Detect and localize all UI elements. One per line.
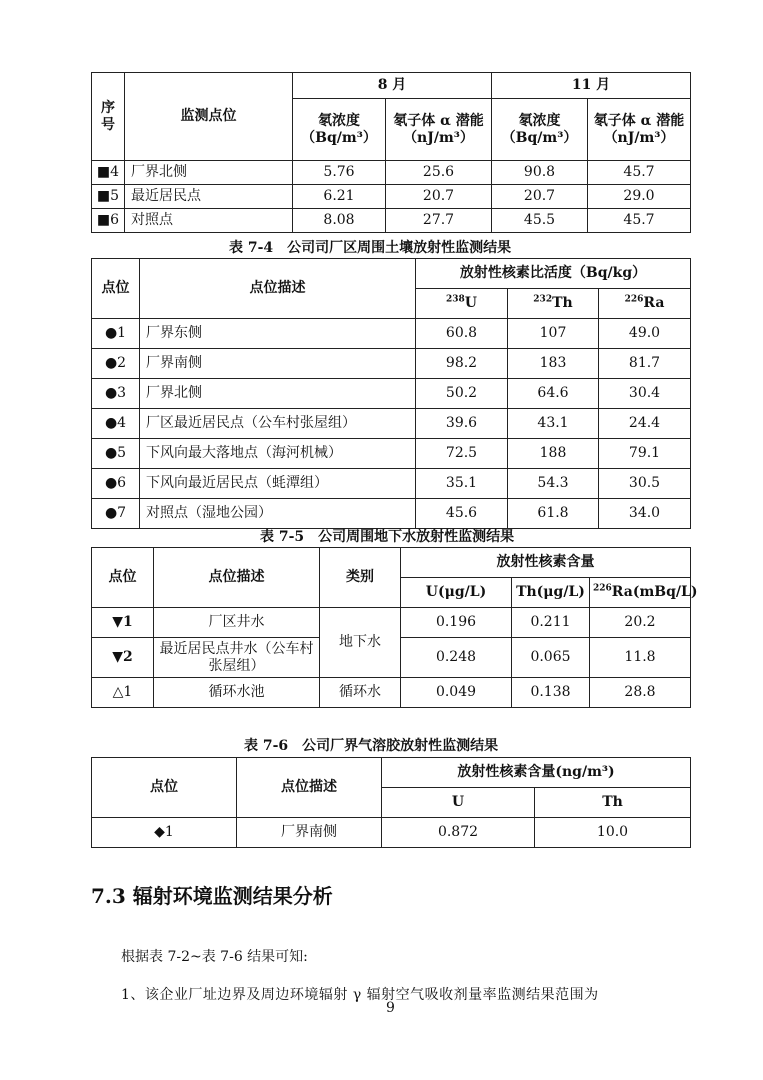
cell: 20.7 — [386, 185, 492, 209]
radon-table — [91, 72, 691, 233]
cell: 98.2 — [416, 349, 508, 379]
cell: 183 — [508, 349, 599, 379]
point-id: ■6 — [92, 209, 125, 233]
point-name: 厂界北侧 — [125, 161, 293, 185]
cell: 27.7 — [386, 209, 492, 233]
table-row — [92, 439, 691, 469]
header-alpha-nov: 氡子体 α 潜能（nJ/m³） — [588, 99, 691, 161]
point-id: ■5 — [92, 185, 125, 209]
cell: 11.8 — [590, 638, 691, 678]
cell: 43.1 — [508, 409, 599, 439]
cell: 29.0 — [588, 185, 691, 209]
header-th: Th(μg/L) — [512, 578, 590, 608]
table-row — [92, 678, 691, 708]
header-radon-conc-aug: 氡浓度（Bq/m³） — [293, 99, 386, 161]
table-row — [92, 818, 691, 848]
cell: 30.5 — [599, 469, 691, 499]
table-7-4-caption: 表 7-4 公司司厂区周围土壤放射性监测结果 — [229, 240, 512, 256]
point-desc: 厂界南侧 — [140, 349, 416, 379]
point-name: 对照点 — [125, 209, 293, 233]
cell: 0.138 — [512, 678, 590, 708]
point-desc: 厂界东侧 — [140, 319, 416, 349]
cell: 45.7 — [588, 209, 691, 233]
point-id: ◆1 — [92, 818, 237, 848]
cell: 188 — [508, 439, 599, 469]
cell: 20.7 — [492, 185, 588, 209]
cell: 5.76 — [293, 161, 386, 185]
table-row — [92, 608, 691, 638]
header-th232: $^{232}$Th — [508, 289, 599, 319]
point-desc: 下风向最近居民点（蚝潭组） — [140, 469, 416, 499]
point-id: ●6 — [92, 469, 140, 499]
table-row — [92, 469, 691, 499]
cell: 0.211 — [512, 608, 590, 638]
paragraph-intro: 根据表 7-2~表 7-6 结果可知: — [121, 949, 308, 965]
point-id: ●7 — [92, 499, 140, 529]
cell: 64.6 — [508, 379, 599, 409]
table-row — [92, 379, 691, 409]
point-id: ●4 — [92, 409, 140, 439]
cell: 0.872 — [382, 818, 535, 848]
cell: 45.6 — [416, 499, 508, 529]
table-7-6-caption: 表 7-6 公司厂界气溶胶放射性监测结果 — [244, 738, 499, 754]
header-point: 点位 — [92, 548, 154, 608]
table-row — [92, 185, 691, 209]
cell: 45.5 — [492, 209, 588, 233]
table-7-5-caption: 表 7-5 公司周围地下水放射性监测结果 — [260, 529, 515, 545]
type-cell: 地下水 — [320, 608, 401, 678]
point-name: 最近居民点 — [125, 185, 293, 209]
cell: 54.3 — [508, 469, 599, 499]
header-desc: 点位描述 — [140, 259, 416, 319]
header-august: 8 月 — [293, 73, 492, 99]
cell: 35.1 — [416, 469, 508, 499]
cell: 8.08 — [293, 209, 386, 233]
cell: 0.049 — [401, 678, 512, 708]
cell: 0.196 — [401, 608, 512, 638]
point-id: ●3 — [92, 379, 140, 409]
point-desc: 下风向最大落地点（海河机械） — [140, 439, 416, 469]
header-november: 11 月 — [492, 73, 691, 99]
header-ra226: $^{226}$Ra — [599, 289, 691, 319]
header-point: 监测点位 — [125, 73, 293, 161]
header-seq: 序号 — [92, 73, 125, 161]
cell: 79.1 — [599, 439, 691, 469]
point-id: ●1 — [92, 319, 140, 349]
header-content: 放射性核素含量 — [401, 548, 691, 578]
cell: 60.8 — [416, 319, 508, 349]
cell: 0.248 — [401, 638, 512, 678]
cell: 30.4 — [599, 379, 691, 409]
page-number: 9 — [386, 1000, 395, 1016]
point-id: ●5 — [92, 439, 140, 469]
cell: 90.8 — [492, 161, 588, 185]
table-row — [92, 349, 691, 379]
cell: 20.2 — [590, 608, 691, 638]
cell: 61.8 — [508, 499, 599, 529]
header-point: 点位 — [92, 259, 140, 319]
point-desc: 对照点（湿地公园） — [140, 499, 416, 529]
cell: 28.8 — [590, 678, 691, 708]
header-u: U(μg/L) — [401, 578, 512, 608]
aerosol-table — [91, 757, 691, 848]
header-ra: $^{226}$Ra(mBq/L) — [590, 578, 691, 608]
point-desc: 厂界南侧 — [237, 818, 382, 848]
point-id: ■4 — [92, 161, 125, 185]
cell: 45.7 — [588, 161, 691, 185]
header-u: U — [382, 788, 535, 818]
groundwater-table — [91, 547, 698, 708]
cell: 107 — [508, 319, 599, 349]
cell: 0.065 — [512, 638, 590, 678]
cell: 25.6 — [386, 161, 492, 185]
cell: 39.6 — [416, 409, 508, 439]
cell: 6.21 — [293, 185, 386, 209]
soil-table — [91, 258, 691, 529]
point-id: ●2 — [92, 349, 140, 379]
header-radon-conc-nov: 氡浓度（Bq/m³） — [492, 99, 588, 161]
cell: 49.0 — [599, 319, 691, 349]
table-row — [92, 209, 691, 233]
point-desc: 厂区最近居民点（公车村张屋组） — [140, 409, 416, 439]
cell: 34.0 — [599, 499, 691, 529]
section-heading: 7.3 辐射环境监测结果分析 — [91, 884, 333, 908]
table-row — [92, 319, 691, 349]
table-row — [92, 499, 691, 529]
cell: 10.0 — [535, 818, 691, 848]
header-content: 放射性核素含量(ng/m³) — [382, 758, 691, 788]
point-id: △1 — [92, 678, 154, 708]
header-u238: $^{238}$U — [416, 289, 508, 319]
point-id: ▼2 — [92, 638, 154, 678]
cell: 50.2 — [416, 379, 508, 409]
type-cell: 循环水 — [320, 678, 401, 708]
header-desc: 点位描述 — [237, 758, 382, 818]
paragraph-item-1: 1、该企业厂址边界及周边环境辐射 γ 辐射空气吸收剂量率监测结果范围为 — [121, 987, 599, 1003]
header-alpha-aug: 氡子体 α 潜能（nJ/m³） — [386, 99, 492, 161]
table-row — [92, 161, 691, 185]
header-desc: 点位描述 — [154, 548, 320, 608]
table-row — [92, 409, 691, 439]
cell: 24.4 — [599, 409, 691, 439]
point-desc: 循环水池 — [154, 678, 320, 708]
header-th: Th — [535, 788, 691, 818]
cell: 81.7 — [599, 349, 691, 379]
point-desc: 厂区井水 — [154, 608, 320, 638]
header-type: 类别 — [320, 548, 401, 608]
point-desc: 厂界北侧 — [140, 379, 416, 409]
header-activity: 放射性核素比活度（Bq/kg） — [416, 259, 691, 289]
point-desc: 最近居民点井水（公车村张屋组） — [154, 638, 320, 678]
header-point: 点位 — [92, 758, 237, 818]
point-id: ▼1 — [92, 608, 154, 638]
cell: 72.5 — [416, 439, 508, 469]
